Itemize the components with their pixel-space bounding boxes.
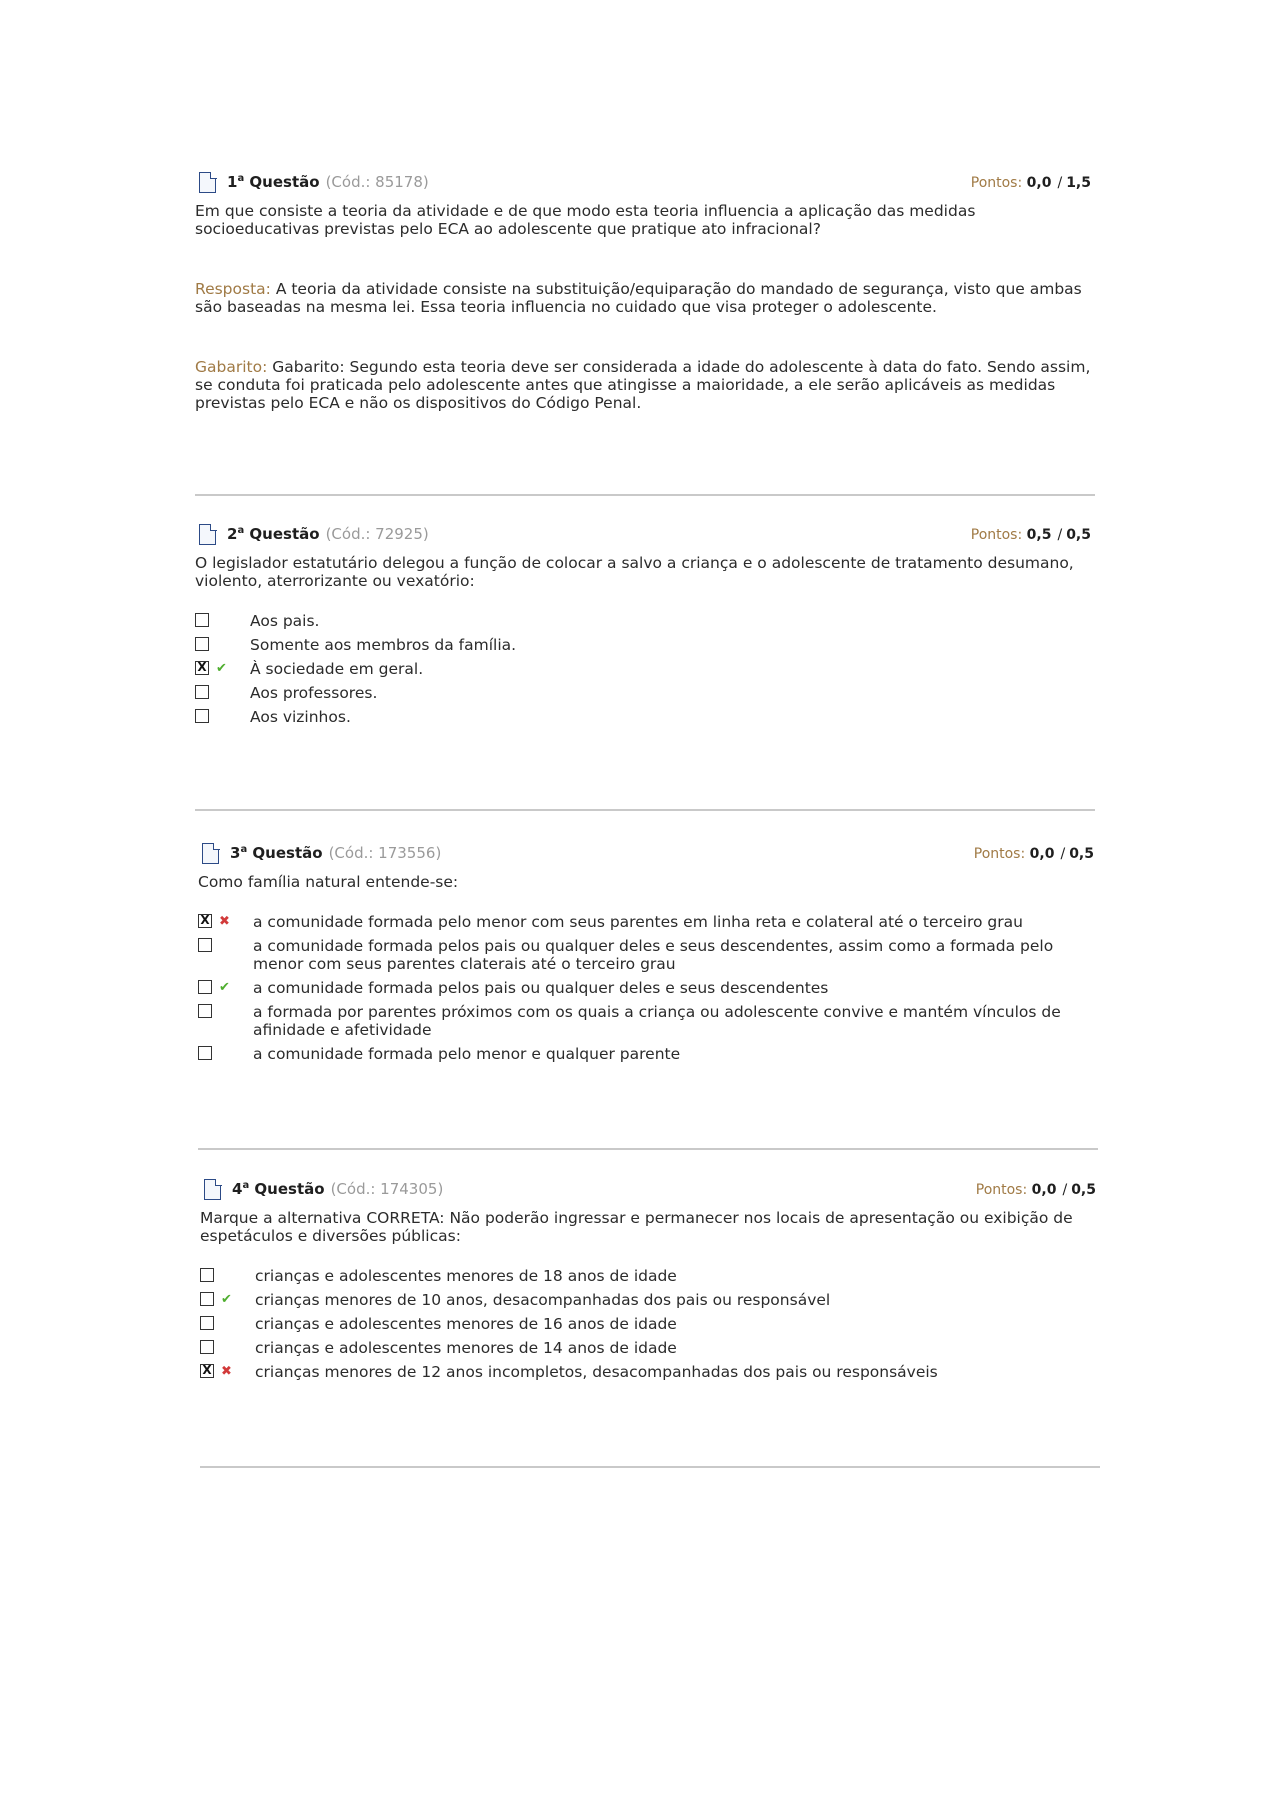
- option-text: À sociedade em geral.: [250, 660, 424, 678]
- question-header: [198, 841, 1098, 865]
- option-text: crianças menores de 12 anos incompletos, desacompanhadas dos pais ou responsáveis: [255, 1363, 938, 1381]
- answer-option[interactable]: [200, 1315, 1100, 1333]
- question-header: [195, 170, 1095, 194]
- question-code: (Cód.: 174305): [330, 1180, 444, 1198]
- option-text: a comunidade formada pelo menor e qualquer parente: [253, 1045, 681, 1063]
- answer-option[interactable]: [195, 612, 1095, 630]
- checkbox[interactable]: [200, 1268, 214, 1282]
- separator: [195, 809, 1095, 811]
- question-points: Pontos: 0,5 / 0,5: [970, 527, 1091, 543]
- option-text: Aos professores.: [250, 684, 378, 702]
- separator: [200, 1466, 1100, 1468]
- question-points: Pontos: 0,0 / 0,5: [975, 1182, 1096, 1198]
- question-title: 3$^a$ Questão (Cód.: 173556): [230, 844, 442, 862]
- question-code: (Cód.: 72925): [325, 525, 429, 543]
- document-icon: [204, 1179, 221, 1200]
- option-text: crianças e adolescentes menores de 18 anos de idade: [255, 1267, 677, 1285]
- option-text: Aos vizinhos.: [250, 708, 351, 726]
- option-text: Somente aos membros da família.: [250, 636, 517, 654]
- document-icon: [199, 172, 216, 193]
- checkbox[interactable]: [198, 938, 212, 952]
- option-text: Aos pais.: [250, 612, 320, 630]
- answer-option[interactable]: [198, 1045, 1098, 1063]
- checkbox[interactable]: [200, 1316, 214, 1330]
- separator: [198, 1148, 1098, 1150]
- answer-option[interactable]: [198, 979, 1098, 997]
- option-text: crianças menores de 10 anos, desacompanhadas dos pais ou responsável: [255, 1291, 831, 1309]
- answer-option[interactable]: [198, 1003, 1098, 1039]
- checkbox[interactable]: X: [198, 914, 212, 928]
- correct-check-icon: ✔: [221, 1292, 232, 1307]
- wrong-x-icon: ✖: [221, 1364, 232, 1379]
- option-list: [198, 913, 1098, 1063]
- answer-option[interactable]: [198, 937, 1098, 973]
- question-header: [200, 1177, 1100, 1201]
- checkbox[interactable]: [198, 1046, 212, 1060]
- separator: [195, 494, 1095, 496]
- document-icon: [202, 843, 219, 864]
- question-code: (Cód.: 173556): [328, 844, 442, 862]
- answer-key: Gabarito: Gabarito: Segundo esta teoria deve ser considerada a idade do adolescente à data do fato. Sendo assim, se conduta foi praticada pelo adolescente antes que atingisse a maioridade, a ele serão aplicáveis as medidas previstas pelo ECA e não os dispositivos do Código Penal.: [195, 358, 1091, 412]
- question-4: [200, 1177, 1100, 1387]
- answer-option[interactable]: [200, 1291, 1100, 1309]
- option-text: a formada por parentes próximos com os quais a criança ou adolescente convive e mantém vínculos de afinidade e afetividade: [253, 1003, 1061, 1039]
- answer-option[interactable]: [195, 684, 1095, 702]
- answer-option[interactable]: [198, 913, 1098, 931]
- question-header: [195, 522, 1095, 546]
- question-title: 2$^a$ Questão (Cód.: 72925): [227, 525, 429, 543]
- question-text: O legislador estatutário delegou a função de colocar a salvo a criança e o adolescente de tratamento desumano, violento, aterrorizante ou vexatório:: [195, 554, 1074, 590]
- option-list: [200, 1267, 1100, 1381]
- checkbox[interactable]: [195, 637, 209, 651]
- question-title: 1$^a$ Questão (Cód.: 85178): [227, 173, 429, 191]
- option-text: crianças e adolescentes menores de 14 anos de idade: [255, 1339, 677, 1357]
- question-points: Pontos: 0,0 / 1,5: [970, 175, 1091, 191]
- answer-option[interactable]: [195, 708, 1095, 726]
- correct-check-icon: ✔: [216, 661, 227, 676]
- question-text: Marque a alternativa CORRETA: Não poderão ingressar e permanecer nos locais de apresentação ou exibição de espetáculos e diversões públicas:: [200, 1209, 1073, 1245]
- answer-option[interactable]: [195, 660, 1095, 678]
- answer-option[interactable]: [200, 1363, 1100, 1381]
- checkbox[interactable]: [200, 1340, 214, 1354]
- checkbox[interactable]: [200, 1292, 214, 1306]
- answer-option[interactable]: [200, 1267, 1100, 1285]
- option-text: a comunidade formada pelos pais ou qualquer deles e seus descendentes: [253, 979, 829, 997]
- question-code: (Cód.: 85178): [325, 173, 429, 191]
- document-icon: [199, 524, 216, 545]
- question-2: [195, 522, 1095, 732]
- student-answer: Resposta: A teoria da atividade consiste na substituição/equiparação do mandado de segurança, visto que ambas são baseadas na mesma lei. Essa teoria influencia no cuidado que visa proteger o adolescente.: [195, 280, 1082, 316]
- answer-option[interactable]: [195, 636, 1095, 654]
- answer-option[interactable]: [200, 1339, 1100, 1357]
- question-text: Em que consiste a teoria da atividade e de que modo esta teoria influencia a aplicação das medidas socioeducativas previstas pelo ECA ao adolescente que pratique ato infracional?: [195, 202, 976, 238]
- checkbox[interactable]: [195, 685, 209, 699]
- question-title: 4$^a$ Questão (Cód.: 174305): [232, 1180, 444, 1198]
- wrong-x-icon: ✖: [219, 914, 230, 929]
- checkbox[interactable]: [198, 1004, 212, 1018]
- checkbox[interactable]: [198, 980, 212, 994]
- option-list: [195, 612, 1095, 726]
- question-text: Como família natural entende-se:: [198, 873, 459, 891]
- checkbox[interactable]: [195, 709, 209, 723]
- question-3: [198, 841, 1098, 1069]
- checkbox[interactable]: X: [195, 661, 209, 675]
- question-points: Pontos: 0,0 / 0,5: [973, 846, 1094, 862]
- option-text: a comunidade formada pelo menor com seus parentes em linha reta e colateral até o terceiro grau: [253, 913, 1023, 931]
- option-text: crianças e adolescentes menores de 16 anos de idade: [255, 1315, 677, 1333]
- checkbox[interactable]: X: [200, 1364, 214, 1378]
- correct-check-icon: ✔: [219, 980, 230, 995]
- question-1: [195, 170, 1095, 412]
- checkbox[interactable]: [195, 613, 209, 627]
- option-text: a comunidade formada pelos pais ou qualquer deles e seus descendentes, assim como a formada pelo menor com seus parentes claterais até o terceiro grau: [253, 937, 1054, 973]
